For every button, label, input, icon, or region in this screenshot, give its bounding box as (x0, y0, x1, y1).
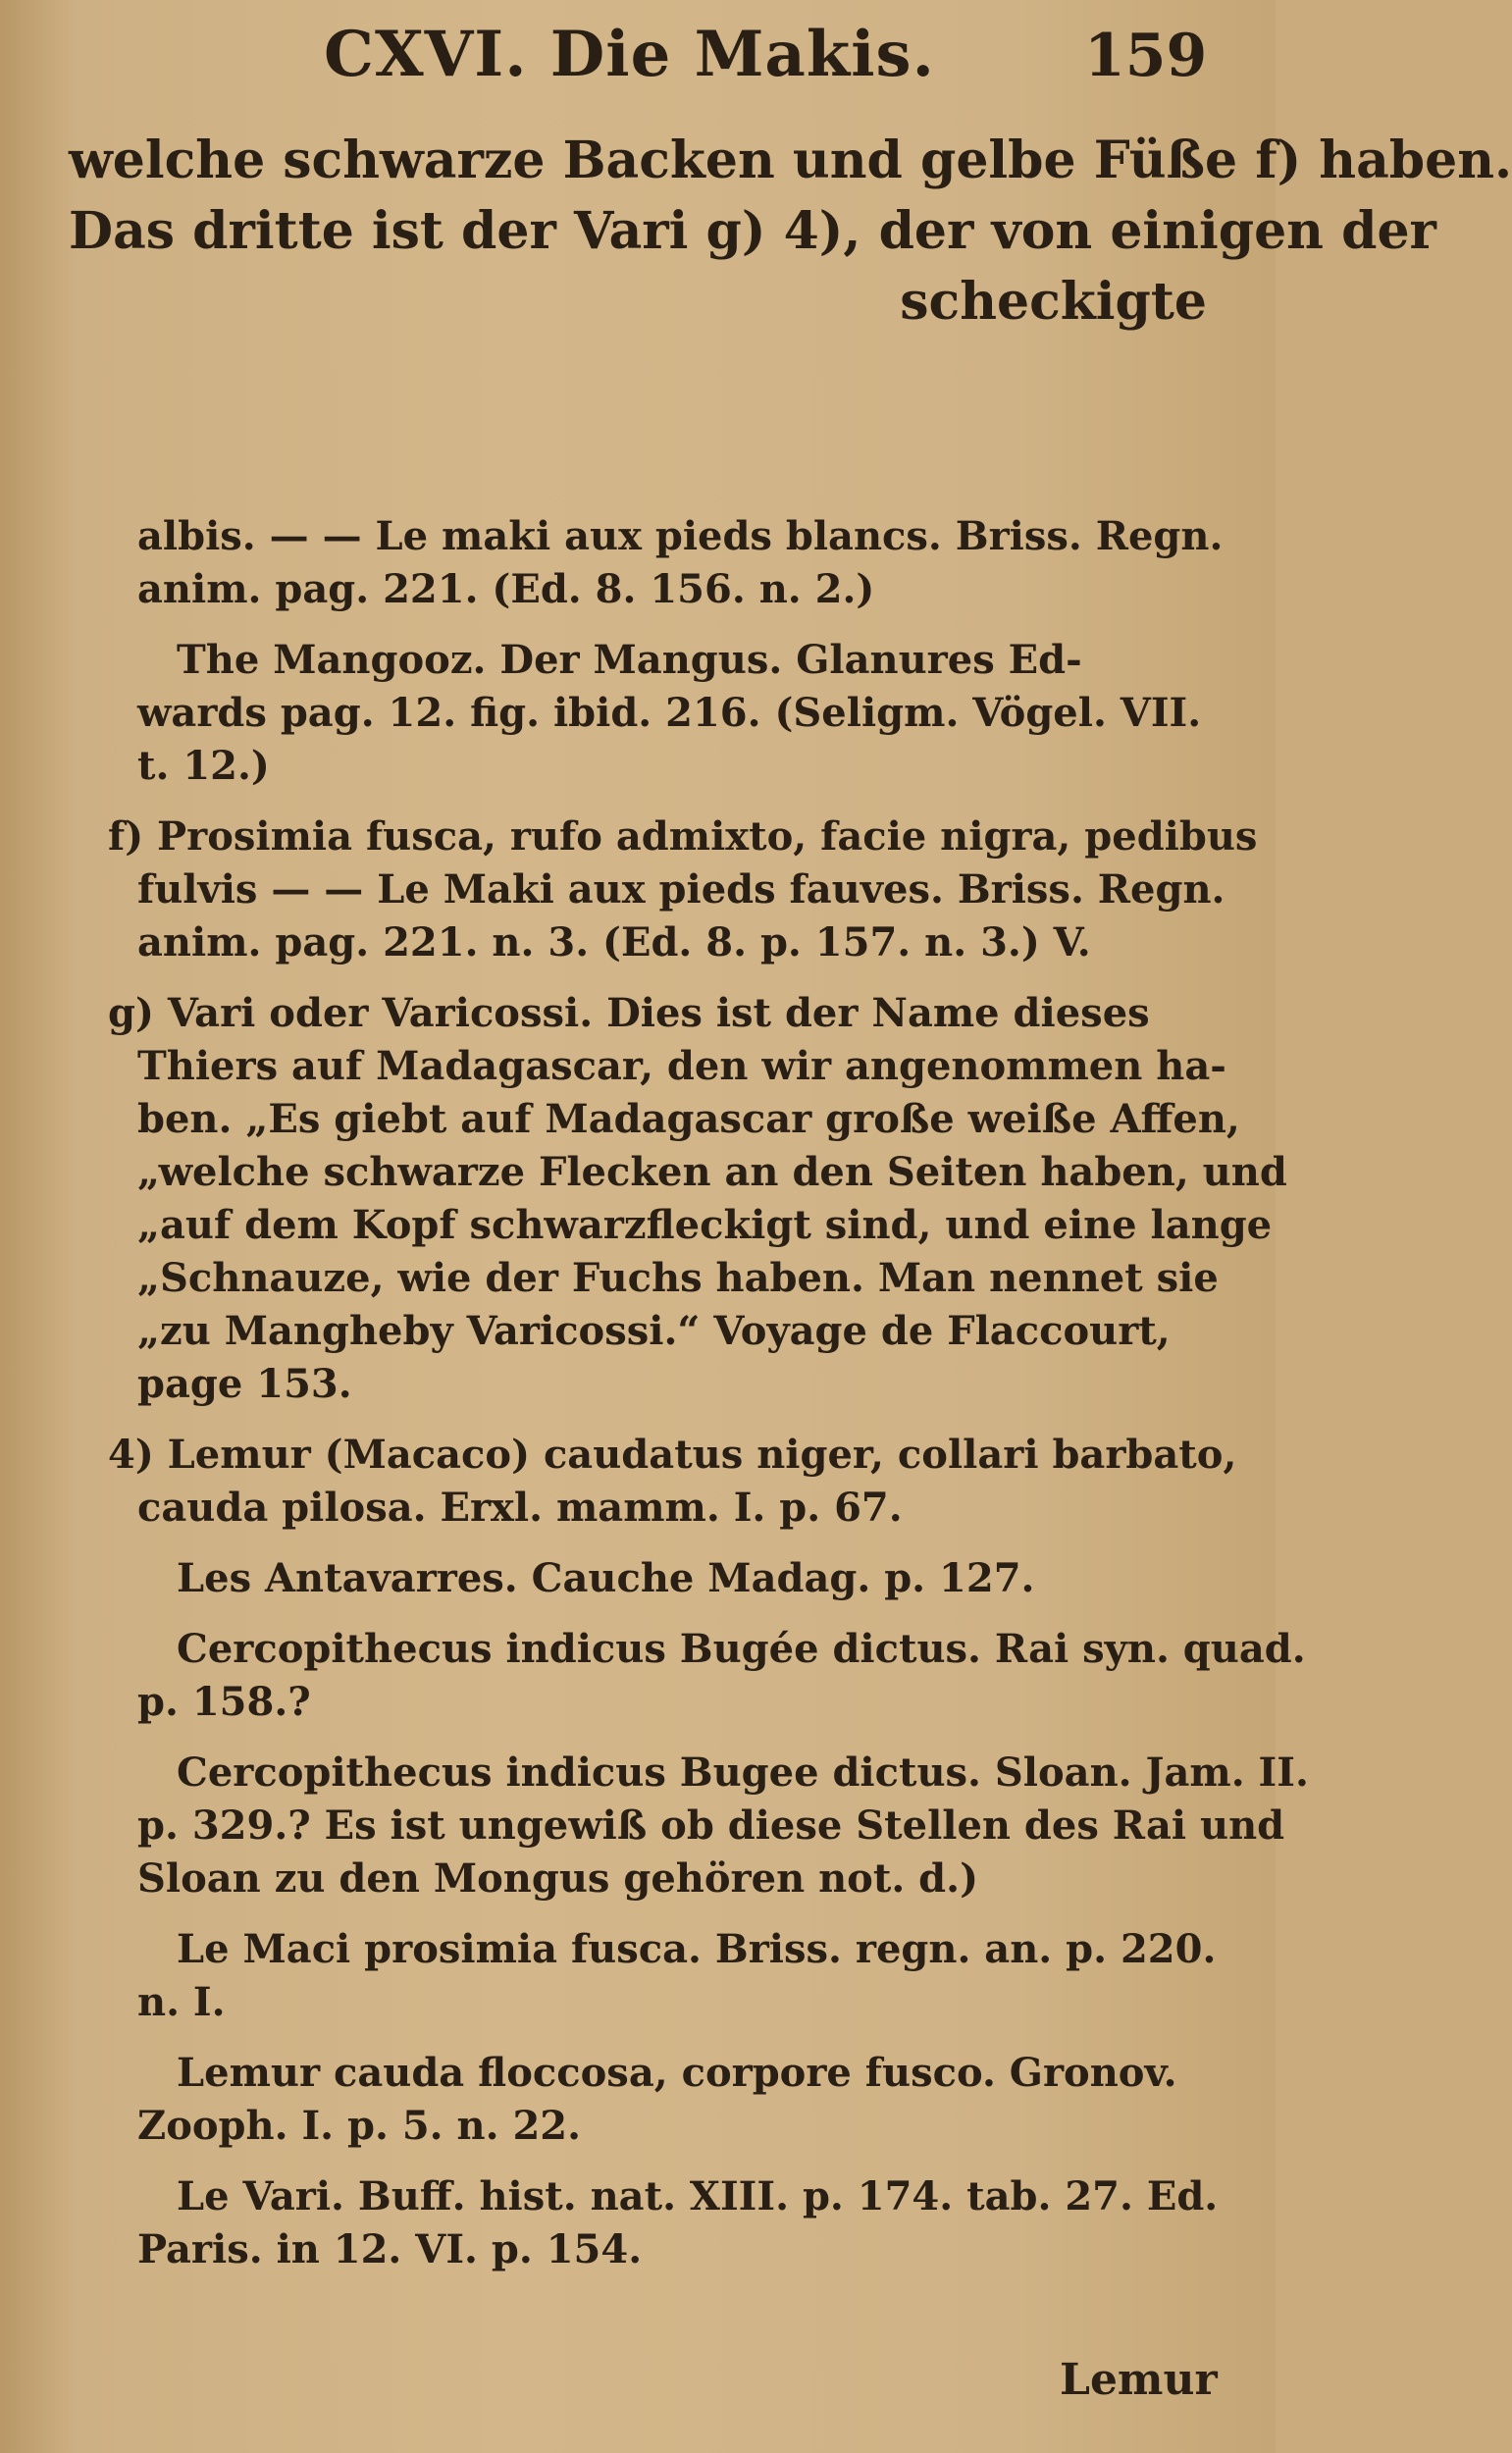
footnote-line: Cercopithecus indicus Bugée dictus. Rai syn. quad. (177, 1626, 1306, 1672)
footnote-f (69, 810, 1258, 969)
main-text-line: Das dritte ist der Vari g) 4), der von einigen der (69, 201, 1436, 261)
footnote (69, 1552, 1246, 1605)
footnote-line: anim. pag. 221. (Ed. 8. 156. n. 2.) (137, 566, 875, 612)
footnote-line: Zooph. I. p. 5. n. 22. (137, 2103, 582, 2149)
footnote (69, 1747, 1309, 1905)
footnote-line: f) Prosimia fusca, rufo admixto, facie nigra, pedibus (108, 813, 1258, 860)
footnote-line: „Schnauze, wie der Fuchs haben. Man nennet sie (137, 1255, 1219, 1301)
footnote-g (69, 987, 1287, 1411)
footnote-line: p. 158.? (137, 1679, 311, 1725)
footnote-line: The Mangooz. Der Mangus. Glanures Ed- (177, 637, 1082, 683)
footnote-4 (69, 1429, 1246, 1535)
page-header (0, 18, 1276, 91)
footnote (69, 1923, 1246, 2029)
footnote-line: p. 329.? Es ist ungewiß ob diese Stellen des Rai und (137, 1802, 1285, 1849)
footnote-line: „zu Mangheby Varicossi.“ Voyage de Flaccourt, (137, 1308, 1171, 1354)
footnote-line: Cercopithecus indicus Bugee dictus. Sloan. Jam. II. (177, 1749, 1309, 1796)
footnote (69, 510, 1246, 616)
footnote-line: n. I. (137, 1979, 226, 2025)
main-text-line: scheckigte (900, 272, 1207, 332)
footnote (69, 2047, 1246, 2153)
footnote (69, 634, 1246, 793)
footnote-line: „auf dem Kopf schwarzfleckigt sind, und eine lange (137, 1202, 1273, 1248)
main-text-line: welche schwarze Backen und gelbe Füße f) haben. (69, 130, 1512, 190)
footnote-line: 4) Lemur (Macaco) caudatus niger, collari barbato, (108, 1432, 1237, 1478)
footnote-line: ben. „Es giebt auf Madagascar große weiße Affen, (137, 1096, 1240, 1142)
footnote-line: „welche schwarze Flecken an den Seiten haben, und (137, 1149, 1287, 1195)
footnote-line: Le Maci prosimia fusca. Briss. regn. an. p. 220. (177, 1926, 1217, 1972)
page-number: 159 (1084, 22, 1208, 90)
footnote-line: Thiers auf Madagascar, den wir angenommen ha- (137, 1043, 1226, 1089)
footnote-line: albis. — — Le maki aux pieds blancs. Briss. Regn. (137, 513, 1224, 559)
footnote-line: t. 12.) (137, 743, 270, 789)
footnote-line: Le Vari. Buff. hist. nat. XIII. p. 174. tab. 27. Ed. (177, 2173, 1219, 2219)
footnote-line: Lemur cauda floccosa, corpore fusco. Gronov. (177, 2050, 1177, 2096)
footnote-line: fulvis — — Le Maki aux pieds fauves. Briss. Regn. (137, 866, 1225, 913)
footnote-line: anim. pag. 221. n. 3. (Ed. 8. p. 157. n. 3.) V. (137, 919, 1091, 966)
footnote (69, 1623, 1306, 1729)
main-text (69, 126, 1512, 338)
footnote (69, 2170, 1246, 2276)
footnote-line: page 153. (137, 1361, 352, 1407)
footnotes (69, 510, 1309, 2294)
footnote-line: Les Antavarres. Cauche Madag. p. 127. (177, 1555, 1035, 1601)
footnote-line: Paris. in 12. VI. p. 154. (137, 2226, 643, 2272)
footnote-line: Sloan zu den Mongus gehören not. d.) (137, 1855, 978, 1902)
footnote-line: wards pag. 12. fig. ibid. 216. (Seligm. Vögel. VII. (137, 690, 1202, 736)
catchword: Lemur (1060, 2355, 1218, 2405)
footnote-line: g) Vari oder Varicossi. Dies ist der Name dieses (108, 990, 1150, 1036)
running-head: CXVI. Die Makis. (324, 18, 935, 91)
footnote-line: cauda pilosa. Erxl. mamm. I. p. 67. (137, 1485, 903, 1531)
